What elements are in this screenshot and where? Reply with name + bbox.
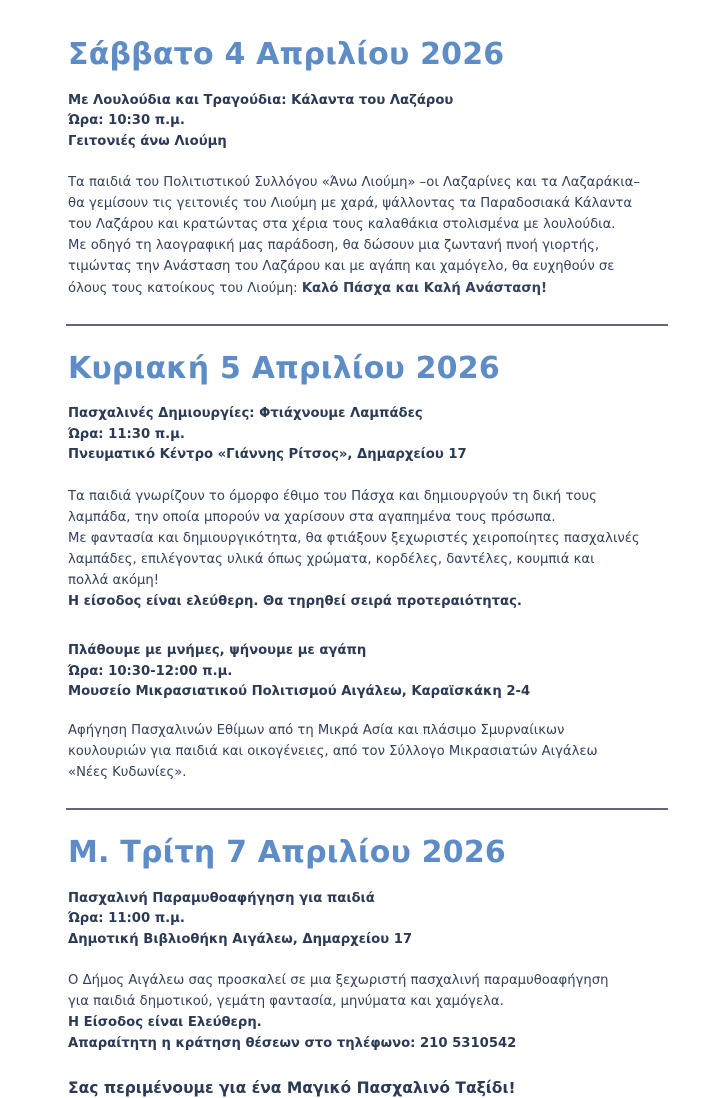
event-title-line: Πασχαλινή Παραμυθοαφήγηση για παιδιά (68, 890, 375, 906)
event-description-2-1 (68, 486, 668, 613)
event-block-3-1 (57, 889, 668, 1055)
spacer (57, 385, 668, 404)
event-time-line: Ώρα: 10:30-12:00 π.μ. (68, 663, 233, 679)
spacer (68, 703, 668, 720)
entry-notice-line: Η είσοδος είναι ελεύθερη. Θα τηρηθεί σειρά προτεραιότητας. (68, 594, 522, 610)
spacer (68, 152, 668, 172)
section-heading-1: Σάββατο 4 Απριλίου 2026 (68, 37, 505, 72)
event-details-2-2 (68, 641, 668, 702)
spacer (57, 326, 668, 352)
description-line: για παιδιά δημοτικού, γεμάτη φαντασία, μηνύματα και χαμόγελα. (68, 994, 504, 1010)
description-line: λαμπάδα, την οποία μπορούν να χαρίσουν στα αγαπημένα τους πρόσωπα. (68, 509, 556, 525)
event-block-1-1 (57, 91, 668, 299)
event-section-1 (57, 38, 668, 299)
spacer (57, 783, 668, 808)
spacer (57, 810, 668, 836)
description-line: Τα παιδιά του Πολιτιστικού Συλλόγου «Άνω Λιούμη» –οι Λαζαρίνες και τα Λαζαράκια– (68, 174, 640, 190)
event-title-line: Πασχαλινές Δημιουργίες: Φτιάχνουμε Λαμπάδες (68, 406, 423, 422)
spacer (68, 950, 668, 970)
event-time-line: Ώρα: 10:30 π.μ. (68, 113, 185, 129)
description-line: θα γεμίσουν τις γειτονιές του Λιούμη με χαρά, ψάλλοντας τα Παραδοσιακά Κάλαντα (68, 196, 633, 212)
description-line: πολλά ακόμη! (68, 573, 160, 589)
event-block-2-2 (57, 641, 668, 783)
event-location-line: Μουσείο Μικρασιατικού Πολιτισμού Αιγάλεω, Καραϊσκάκη 2-4 (68, 684, 531, 700)
description-line: λαμπάδες, επιλέγοντας υλικά όπως χρώματα, κορδέλες, δαντέλες, κουμπιά και (68, 552, 595, 568)
event-description-3-1 (68, 970, 668, 1055)
event-block-2-1 (57, 404, 668, 612)
easter-wish-text: Καλό Πάσχα και Καλή Ανάσταση! (301, 280, 548, 296)
description-line-with-wish (68, 278, 668, 299)
section-heading-2: Κυριακή 5 Απριλίου 2026 (68, 350, 500, 386)
description-line-plain: όλους τους κατοίκους του Λιούμη: (68, 280, 302, 296)
entry-notice-line: Η Είσοδος είναι Ελεύθερη. (68, 1015, 262, 1031)
description-line: του Λαζάρου και κρατώντας στα χέρια τους καλαθάκια στολισμένα με λουλούδια. (68, 217, 616, 233)
section-heading-3: Μ. Τρίτη 7 Απριλίου 2026 (68, 835, 506, 871)
spacer (57, 870, 668, 889)
event-location-line: Δημοτική Βιβλιοθήκη Αιγάλεω, Δημαρχείου 17 (68, 931, 413, 947)
description-line: «Νέες Κυδωνίες». (68, 765, 187, 781)
description-line: Ο Δήμος Αιγάλεω σας προσκαλεί σε μια ξεχωριστή πασχαλινή παραμυθοαφήγηση (68, 973, 609, 989)
event-time-line: Ώρα: 11:00 π.μ. (68, 911, 185, 927)
event-description-1-1 (68, 172, 668, 299)
event-title-line: Με Λουλούδια και Τραγούδια: Κάλαντα του Λαζάρου (68, 92, 454, 108)
description-line: κουλουριών για παιδιά και οικογένειες, από τον Σύλλογο Μικρασιατών Αιγάλεω (68, 743, 598, 759)
description-line: τιμώντας την Ανάσταση του Λαζάρου και με αγάπη και χαμόγελο, θα ευχηθούν σε (68, 259, 615, 275)
event-time-line: Ώρα: 11:30 π.μ. (68, 426, 185, 442)
event-section-2 (57, 352, 668, 783)
spacer (57, 299, 668, 324)
spacer (57, 1055, 668, 1078)
spacer (68, 466, 668, 486)
spacer (57, 612, 668, 641)
description-line: Με οδηγό τη λαογραφική μας παράδοση, θα δώσουν μια ζωντανή πνοή γιορτής, (68, 238, 600, 254)
event-section-3 (57, 836, 668, 1054)
description-line: Τα παιδιά γνωρίζουν το όμορφο έθιμο του Πάσχα και δημιουργούν τη δική τους (68, 488, 597, 504)
closing-message: Σας περιμένουμε για ένα Μαγικό Πασχαλινό Ταξίδι! (68, 1078, 516, 1097)
description-line: Με φαντασία και δημιουργικότητα, θα φτιάξουν ξεχωριστές χειροποίητες πασχαλινές (68, 530, 640, 546)
event-location-line: Πνευματικό Κέντρο «Γιάννης Ρίτσος», Δημαρχείου 17 (68, 447, 467, 463)
event-description-2-2 (68, 720, 668, 783)
event-location-line: Γειτονιές άνω Λιούμη (68, 133, 227, 149)
reservation-phone-line: Απαραίτητη η κράτηση θέσεων στο τηλέφωνο: 210 5310542 (68, 1036, 517, 1052)
event-details-1-1 (68, 91, 668, 152)
top-spacer (57, 0, 668, 38)
event-title-line: Πλάθουμε με μνήμες, ψήνουμε με αγάπη (68, 643, 367, 659)
description-line: Αφήγηση Πασχαλινών Εθίμων από τη Μικρά Ασία και πλάσιμο Σμυρναίικων (68, 722, 565, 738)
spacer (57, 72, 668, 91)
event-details-2-1 (68, 404, 668, 465)
event-details-3-1 (68, 889, 668, 950)
